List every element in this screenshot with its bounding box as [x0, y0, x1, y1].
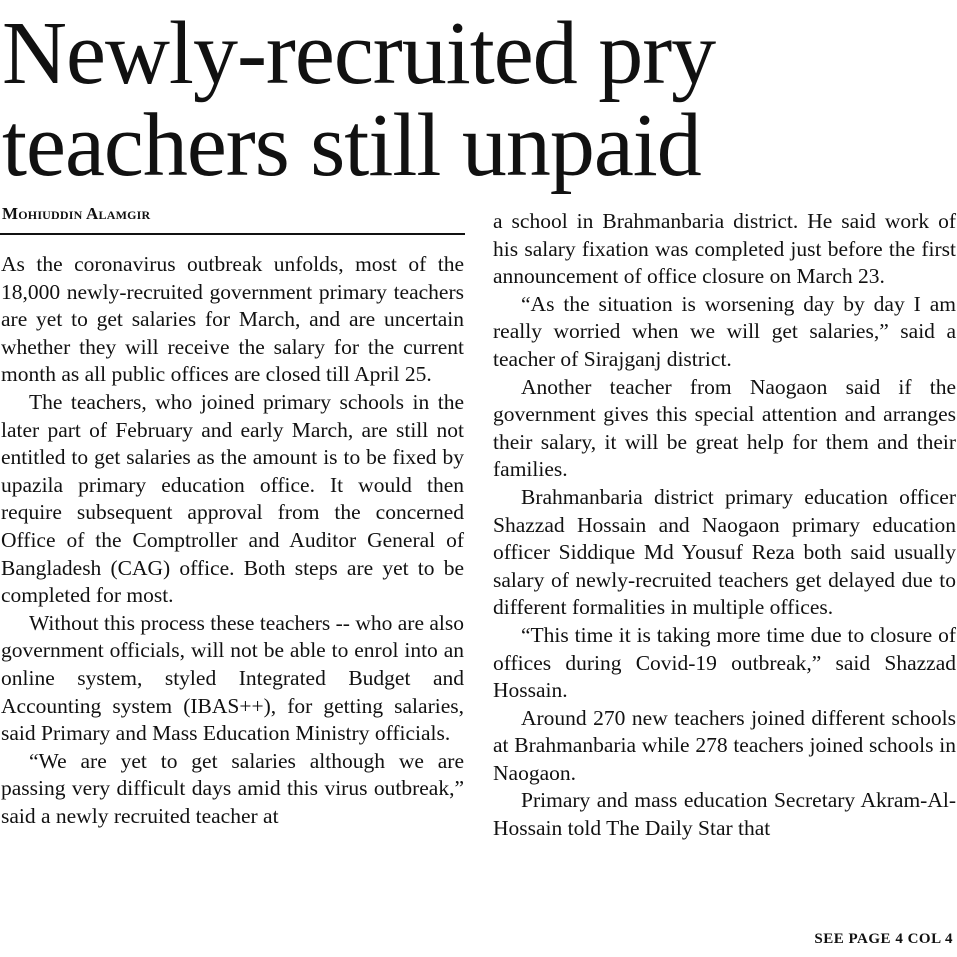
paragraph: Around 270 new teachers joined different schools at Brahmanbaria while 278 teachers joined schools in Naogaon.	[493, 705, 956, 785]
paragraph: Primary and mass education Secretary Akram-Al-Hossain told The Daily Star that	[493, 788, 956, 841]
paragraph: Without this process these teachers -- who are also government officials, will not be able to enrol into an online system, styled Integrated Budget and Accounting system (IBAS++), for getting salaries, said Primary and Mass Education Ministry officials.	[1, 610, 464, 746]
paragraph: “This time it is taking more time due to closure of offices during Covid-19 outbreak,” said Shazzad Hossain.	[493, 622, 956, 703]
paragraph: The teachers, who joined primary schools in the later part of February and early March, are still not entitled to get salaries as the amount is to be fixed by upazila primary education office. It would then require subsequent approval from the concerned Office of the Comptroller and Auditor General of Bangladesh (CAG) office. Both steps are yet to be completed for most.	[1, 389, 464, 608]
paragraph: Another teacher from Naogaon said if the government gives this special attention and arranges their salary, it will be great help for them and their families.	[493, 374, 956, 482]
paragraph: Brahmanbaria district primary education officer Shazzad Hossain and Naogaon primary education officer Siddique Md Yousuf Reza both said usually salary of newly-recruited teachers get delayed due to different formalities in multiple offices.	[493, 484, 956, 620]
article-column-right	[493, 208, 956, 843]
continuation-note: SEE PAGE 4 COL 4	[814, 931, 953, 947]
paragraph: “We are yet to get salaries although we are passing very difficult days amid this virus outbreak,” said a newly recruited teacher at	[1, 748, 464, 828]
paragraph: As the coronavirus outbreak unfolds, most of the 18,000 newly-recruited government primary teachers are yet to get salaries for March, and are uncertain whether they will receive the salary for the current month as all public offices are closed till April 25.	[1, 252, 464, 387]
byline-rule	[0, 233, 465, 235]
article-column-left	[1, 251, 464, 830]
paragraph: “As the situation is worsening day by day I am really worried when we will get salaries,” said a teacher of Sirajganj district.	[493, 291, 956, 371]
headline: Newly-recruited pry teachers still unpaid	[2, 4, 716, 195]
paragraph: a school in Brahmanbaria district. He said work of his salary fixation was completed just before the first announcement of office closure on March 23.	[493, 209, 956, 289]
byline: Mohiuddin Alamgir	[2, 204, 151, 223]
